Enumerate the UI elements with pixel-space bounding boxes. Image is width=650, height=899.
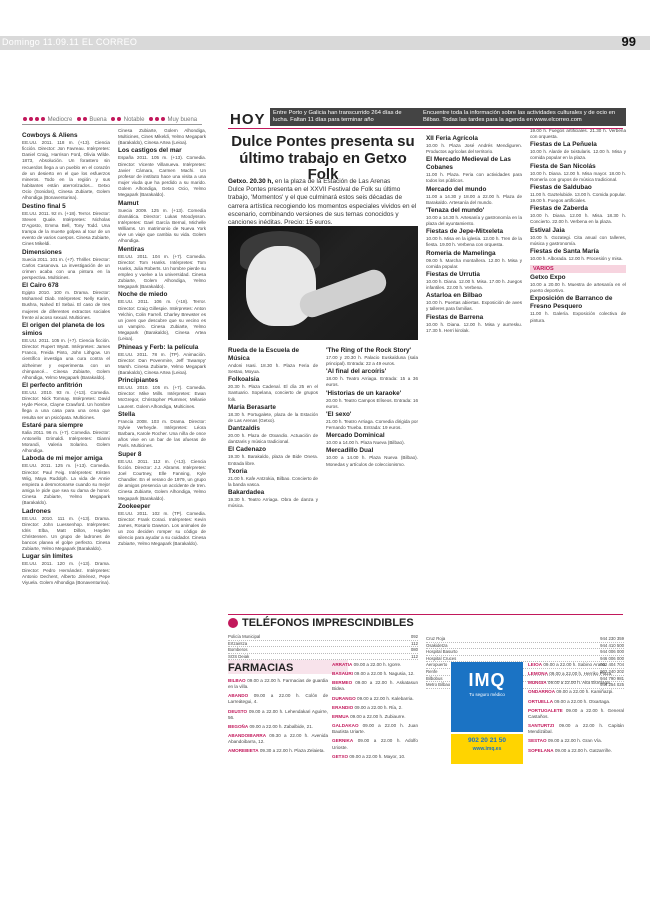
entry-body: 10.00 h. Diana. 12.00 h. Misa y aurresku. 17.30 h. Herri kirolak.	[426, 321, 522, 333]
pharmacy-town: ONDARROA	[528, 689, 556, 695]
hoy-label: HOY	[230, 111, 266, 128]
phone-row	[228, 647, 418, 654]
entry-title: Mercado del mundo	[426, 185, 487, 193]
entry-body: Cinesa Zubiarte, Golem Alhondiga, Multicines, Cines Mikeldi, Yelmo Megapark (Barakaldo), Cinesa Artea (Leioa).	[118, 128, 206, 146]
pharmacy-detail: 09.00 a 22.00 h. Aita Elorriaga.	[547, 680, 612, 686]
pharmacy-town: MUNGIA	[528, 680, 547, 686]
pharmacy-town: PORTUGALETE	[528, 707, 563, 713]
entry-title: Fiesta de San Nicolás	[530, 162, 596, 170]
entry-body: EE.UU. 2011. 78 m. (TP). Animación. Director: Dan Povenmire, Jeff 'Swampy' Marsh. Cinesa Zubiarte, Yelmo Megapark (Barakaldo), Cinesa Artea (Leioa).	[118, 351, 206, 375]
cinema-column-1	[22, 131, 110, 891]
imq-phone-box[interactable]	[451, 734, 523, 764]
entry-body: 21.00 h. Teatro Arriaga. Comedia dirigida por Fernando Trueba. Entrada: 19 euros.	[326, 418, 418, 431]
pharmacy-entry	[332, 714, 418, 720]
entry-body: EE.UU. 2011. 102 m. (TP). Comedia. Director: Frank Coraci. Intérpretes: Kevin James, Rosario Dawson. Los animales de un zoo deciden romper su código de silencio para ayudar a su cuidador. Cinesa Zubiarte, Yelmo Megapark (Barakaldo).	[118, 510, 206, 547]
pharmacy-entry	[332, 662, 418, 668]
entry-body: 19.30 h. Barakaldo, plaza de Bide Onera. Entrada libre.	[228, 454, 318, 466]
entry-title: Folkoalsia	[228, 376, 260, 384]
phone-row	[228, 641, 418, 648]
entry-title: Mamut	[118, 199, 139, 207]
entry-body: EE.UU. 2011. 106 m. (+18). Terror. Director: Craig Gillespie. Intérpretes: Anton Yelchin, Colin Farrell. Charley Brewster es un joven que descubre que su vecino es un vampiro. Cinesa Zubiarte, Yelmo Megapark (Barakaldo), Cinesa Artea (Leioa).	[118, 299, 206, 342]
entry-title: Noche de miedo	[118, 291, 168, 299]
pharmacy-town: GERNIKA	[332, 738, 354, 744]
imq-slogan: Tu seguro médico	[469, 692, 505, 697]
main-place: Getxo. 20.30 h,	[228, 178, 274, 185]
pharmacy-detail: 09.30 a 22.00 h. Plaza Zelaieta.	[259, 748, 325, 754]
phone-number: 946 006 000	[600, 655, 624, 661]
pharmacy-detail: 09.00 a 22.00 h. Colón de Larreátegui, 4.	[228, 693, 328, 705]
pharmacy-town: ABANDO	[228, 693, 249, 699]
phone-number: 902 240 202	[600, 668, 624, 674]
phone-number: 944 410 500	[600, 642, 624, 648]
entry-title: Dantzaldis	[228, 425, 260, 433]
pharmacy-town: DURANGO	[332, 695, 356, 701]
pharmacy-town: SESTAO	[528, 738, 547, 744]
entry-title: Mercadillo Dual	[326, 447, 374, 455]
entry-title: 'Historias de un karaoke'	[326, 389, 402, 397]
pharmacy-detail: 09.00 a 22.00 h. General Castaños.	[528, 707, 625, 719]
pharmacy-town: SANTURTZI	[528, 723, 555, 729]
pharmacy-detail: 09.00 a 22.00 h. Lehendakari Aguirre, 56.	[228, 708, 328, 720]
phones-list-left	[228, 634, 418, 659]
pharmacy-entry	[332, 754, 418, 760]
hoy-banner-right: Encuentre toda la información sobre las actividades culturales y de ocio en Bilbao. Todas las tardes para la agenda en www.elcorreo.com	[420, 108, 626, 126]
phone-label: Osakidetza	[426, 642, 448, 648]
pharmacy-town: BERMEO	[332, 680, 353, 686]
entry-body: 19.00 h. Fuegos artificiales. 21.30 h. Verbena con orquesta.	[530, 128, 626, 140]
entry-body: 17.00 y 20.30 h. Palacio Euskalduna (sala principal). Entrada: 22 a 49 euros.	[326, 355, 418, 367]
pharmacy-town: LEMONA	[528, 671, 548, 677]
entry-body: 11.00 h. Gaztelubide. 13.00 h. Comida popular. 19.00 h. Fuegos artificiales.	[530, 191, 626, 204]
entry-body: 19.30 h. Teatro Arriaga. Obra de danza y música.	[228, 497, 318, 509]
imq-web: www.imq.es	[472, 746, 502, 752]
phone-number: 112	[411, 653, 418, 659]
entry-title: Mercado Dominical	[326, 432, 385, 440]
agenda-column-3	[228, 346, 318, 611]
phone-label: Ertzaintza	[228, 640, 248, 646]
phone-row	[426, 643, 624, 650]
pharmacy-town: LEIOA	[528, 662, 543, 667]
header-date: Domingo 11.09.11 EL CORREO	[2, 37, 138, 47]
phones-section-title	[228, 617, 623, 631]
entry-body: EE.UU. 2010. 105 m. (+7). Comedia. Director: Mike Mills. Intérpretes: Ewan McGregor, Christopher Plummer, Mélanie Laurent. Golem Alhondiga, Multicines.	[118, 385, 206, 409]
pharmacy-detail: 09.00 a 22.00 h. Kalebarria.	[357, 695, 414, 701]
pharmacy-town: DEUSTO	[228, 708, 248, 714]
entry-title: Super 8	[118, 450, 142, 458]
phone-label: Hospital Basurto	[426, 649, 458, 655]
cinema-column-2	[118, 128, 206, 891]
farmacias-title: FARMACIAS	[228, 662, 294, 674]
phone-icon	[228, 618, 238, 628]
entry-title: Lugar sin límites	[22, 553, 73, 561]
entry-title: El Cairo 678	[22, 282, 59, 290]
entry-body: 10.00 h. Puertas abiertas. Exposición de aves y talleres para familias.	[426, 300, 522, 312]
pharmacy-entry	[528, 738, 624, 744]
pharmacy-detail: 09.00 a 22.00 h. Herriko Plaza.	[549, 671, 613, 677]
pharmacy-entry	[528, 723, 624, 735]
entry-body: Italia 2011. 96 m. (+7). Comedia. Director: Antonello Grimaldi. Intérpretes: Gianni Morandi, Valeria Solarino. Golem Alhondiga.	[22, 429, 110, 454]
phone-row	[426, 636, 624, 643]
pharmacy-detail: 09.00 a 22.00 h. Nagusia, 12.	[354, 671, 415, 677]
entry-body: 10.00 h. Plaza José Andrés Mendiguren. Productos agrícolas del territorio.	[426, 143, 522, 155]
pharmacy-detail: 09.00 a 22.00 h. Zabalbide, 21.	[249, 723, 314, 729]
phone-label: Metro Bilbao	[426, 682, 451, 688]
phone-label: Hospital Cruces	[426, 655, 457, 661]
entry-title: 'Tenaza del mundo'	[426, 206, 485, 214]
pharmacy-entry	[528, 662, 624, 668]
entry-body: 10.00 h. Diana. 12.00 h. Misa mayor. 18.00 h. Romería con grupos de música tradicional.	[530, 170, 626, 182]
main-place-detail: en la plaza de la Estación de Las Arenas	[274, 178, 391, 185]
entry-title: XII Feria Agrícola	[426, 135, 478, 142]
phone-label: Aeropuerto	[426, 662, 448, 668]
phones-title-text: TELÉFONOS IMPRESCINDIBLES	[242, 617, 414, 629]
entry-body: EE.UU. 2011. 118 m. (+13). Ciencia ficción. Director: Jon Favreau. Intérpretes: Daniel Craig, Harrison Ford, Olivia Wilde. 1873, Absolución. Un forastero sin recuerdos llega a un pueblo en el corazón de un desierto en el que los esfuerzos mineros. Todo en la región y sus habitantes están aterrorizados... Getxo Ocio (Sonidos), Cinesa Zubiarte, Golem Alhondiga (Bonaventurina).	[22, 140, 110, 201]
pharmacy-detail: 09.00 a 22.00 h. Adolfo Urioste.	[332, 738, 418, 750]
phone-label: Policía Municipal	[228, 634, 261, 639]
pharmacy-detail: 09.00 a 22.00 h. Askatasun Bidea.	[332, 680, 419, 692]
entry-body: Egipto 2010. 100 m. Drama. Director: Mohamed Diab. Intérpretes: Nelly Karim, Bushra, Nahed El Sebai. El caso de tres mujeres de diferentes extractos sociales frente al acoso sexual. Multicines.	[22, 290, 110, 320]
main-headline: Dulce Pontes presenta su último trabajo en Getxo Folk	[231, 133, 415, 183]
entry-body: 11.00 h. Galería. Exposición colectiva de pintura.	[530, 311, 626, 323]
pharmacy-entry	[528, 668, 624, 677]
entry-title: Fiestas de Urrutia	[426, 270, 480, 278]
page-header	[0, 36, 650, 50]
phone-number: 902 404 704	[600, 662, 624, 668]
entry-body: EE.UU. 2011. 112 m. (+13). Ciencia ficción. Director: J.J. Abrams. Intérpretes: Joel Courtney, Elle Fanning, Kyle Chandler. En el verano de 1979, un grupo de amigos presencia un accidente de tren. Cinesa Zubiarte, Golem Alhondiga, Yelmo Megapark (Barakaldo).	[118, 458, 206, 501]
entry-title: Txoria	[228, 467, 248, 475]
imq-phone: 902 20 21 50	[468, 737, 506, 744]
agenda-column-5	[426, 134, 522, 614]
phone-label: Renfe	[426, 668, 438, 674]
entry-title: El origen del planeta de los simios	[22, 321, 105, 337]
pharmacy-detail: 09.30 a 22.00 h. Avenida Abandoibarra, 12.	[228, 733, 328, 745]
phone-label: Cruz Roja	[426, 636, 446, 641]
pharmacy-town: ARRATIA	[332, 662, 353, 667]
pharmacy-detail: 09.00 a 22.00 h. Zubiaurre.	[350, 713, 406, 719]
main-lead	[228, 178, 418, 227]
phone-number: 944 790 981	[600, 675, 624, 681]
entry-title: Destino final 5	[22, 202, 66, 210]
entry-title: María Berasarte	[228, 403, 276, 411]
pharmacy-town: BASAURI	[332, 671, 353, 677]
entry-title: Cowboys & Aliens	[22, 132, 78, 139]
phone-number: 080	[410, 647, 418, 653]
entry-title: El Cadenazo	[228, 446, 266, 454]
entry-title: 'The Ring of the Rock Story'	[326, 347, 412, 354]
entry-title: Estaré para siempre	[22, 421, 84, 429]
pharmacy-entry	[528, 699, 624, 705]
pharmacy-town: GALDAKAO	[332, 723, 359, 729]
phone-number: 944 006 000	[600, 649, 624, 655]
pharmacy-detail: 09.00 a 22.00 h. Igorre.	[353, 662, 402, 667]
pharmacy-detail: 09.00 a 22.00 h. Ría, 2.	[354, 704, 403, 710]
entry-body: 10.00 a 14.00 h. Plaza Nueva (Bilbao). Monedas y artículos de coleccionismo.	[326, 455, 418, 467]
legend-item: Buena	[89, 117, 107, 123]
entry-body: Francia 2008. 103 m. Drama. Director: Sylvie Verheyde. Intérpretes: Léora Barbara, Karole Rocher. Una niña de once años vive en un bar de las afueras de París. Multicines.	[118, 418, 206, 449]
phone-number: 092	[410, 634, 418, 639]
varios-title: VARIOS	[530, 265, 626, 273]
entry-title: Phineas y Ferb: la película	[118, 343, 199, 351]
pharmacy-entry	[332, 723, 418, 735]
pharmacy-entry	[228, 693, 328, 705]
legend-item: Notable	[123, 117, 145, 123]
entry-title: Stella	[118, 410, 136, 418]
pharmacy-entry	[528, 689, 624, 695]
phone-row	[426, 649, 624, 656]
entry-body: EE.UU. 2011. 92 m. (+18). Terror. Director: Steven Quale. Intérpretes: Nicholas D'Agosto, Emma Bell, Tony Todd. Una trampa de la muerte golpea al tour de un evento de varios cuerpos. Cinesa Zubiarte, Cines Mikeldi.	[22, 210, 110, 247]
entry-body: 18.30 h. Portugalete, plaza de la Estación de Las Arenas (Getxo).	[228, 411, 318, 423]
legend-item: Muy buena	[167, 117, 198, 123]
entry-body: 09.00 h. Marcha montañera. 12.00 h. Misa y comida popular.	[426, 257, 522, 269]
agenda-column-4	[326, 346, 418, 611]
entry-body: 21.00 h. Kafe Antzokia, Bilbao. Concierto de la banda vasca.	[228, 475, 318, 487]
entry-body: 10.00 h. Diana. 12.00 h. Misa. 17.00 h. Juegos infantiles. 22.00 h. Verbena.	[426, 278, 522, 291]
entry-title: 'Al final del arcoíris'	[326, 368, 387, 376]
pharmacy-detail: 09.00 a 22.00 h. Capitán Mendizábal.	[528, 723, 624, 735]
pharmacy-entry	[332, 671, 418, 677]
entry-body: España 2011. 105 m. (+13). Comedia. Director: Vicente Villanueva. Intérpretes: Javier Cámara, Carmen Machi. Un profesor de instituto hace una visita a una mujer viuda que ha perdido a su marido. Golem Alhondiga, Getxo Ocio, Yelmo Megapark (Barakaldo).	[118, 155, 206, 198]
pharmacy-entry	[332, 738, 418, 750]
pharmacy-town: GETXO	[332, 753, 349, 759]
pharmacy-detail: 09.00 a 22.00 h. Gran Vía.	[547, 738, 602, 744]
pharmacy-detail: 09.00 a 22.00 h. Mayor, 10.	[349, 753, 406, 759]
entry-body: 20.00 h. Plaza de Otxandio. Actuación de dantzaris y música tradicional.	[228, 433, 318, 445]
entry-body: EE.UU. 2011. 105 m. (+7). Ciencia ficción. Director: Rupert Wyatt. Intérpretes: James Franco, Freida Pinto, John Lithgow. Un científico investiga una cura contra el alzheimer y experimenta con un chimpancé... Cinesa Zubiarte, Golem Alhondiga, Yelmo Megapark (Barakaldo).	[22, 337, 110, 380]
entry-title: Romeria de Mamelinga	[426, 249, 496, 257]
hoy-banner-left: Entre Porto y Galicia han transcurrido 264 días de lucha. Faltan 11 días para terminar año	[270, 108, 420, 126]
imq-ad[interactable]	[451, 662, 523, 732]
entry-title: Fiestas de La Peñuela	[530, 141, 597, 149]
entry-body: 20.30 h. Plaza Cadenal. El día 25 en el Santuario. Sopelana, concierto de grupos folk.	[228, 384, 318, 402]
entry-title: Principiantes	[118, 377, 159, 385]
entry-body: 11.00 a 14.30 y 18.00 a 22.00 h. Plaza de Barakaldo. Artesanía del mundo.	[426, 193, 522, 205]
entry-body: 10.00 h. Alarde de txistularis. 12.00 h. Misa y comida popular en la plaza.	[530, 149, 626, 161]
entry-title: Fiestas de Santa María	[530, 247, 599, 255]
pharmacy-detail: 09.00 a 22.00 h. Sabino Arana.	[543, 662, 607, 667]
entry-title: El perfecto anfitrión	[22, 382, 83, 389]
farmacias-column-3	[528, 662, 624, 893]
entry-title: Estival Jaia	[530, 226, 565, 234]
entry-body: 10.00 a 20.00 h. Muestra de artesanía en el puerto deportivo.	[530, 282, 626, 294]
entry-body: 10.00 a 14.00 h. Plaza Nueva (Bilbao).	[326, 440, 405, 446]
pharmacy-town: SOPELANA	[528, 747, 554, 753]
pharmacy-detail: 09.00 a 22.00 h. Gatzarriñe.	[554, 747, 613, 753]
entry-title: Fiestas de Barrena	[426, 313, 484, 321]
pharmacy-entry	[228, 748, 328, 754]
entry-title: Los castigos del mar	[118, 147, 182, 155]
imq-brand: IMQ	[468, 670, 506, 690]
pharmacy-entry	[332, 705, 418, 711]
entry-body: 10.00 h. Diana. 12.00 h. Misa. 18.30 h. Concierto. 22.00 h. Verbena en la plaza.	[530, 213, 626, 225]
entry-body: 11.00 h. Plaza. Feria con actividades para todos los públicos.	[426, 172, 522, 184]
pharmacy-detail: 09.00 a 22.00 h. Kamiñazpi.	[556, 689, 614, 695]
pharmacy-detail: 09.00 a 22.00 h. Juan Bautista Uriarte.	[332, 723, 418, 735]
pharmacy-entry	[228, 678, 328, 690]
entry-body: EE.UU. 2010. 111 m. (+13). Drama. Director: John Luessenhop. Intérpretes: Idris Elba, Matt Dillon, Hayden Christensen. Un grupo de ladrones de bancos planea el golpe perfecto. Cinesa Zubiarte, Yelmo Megapark (Barakaldo).	[22, 515, 110, 552]
entry-body: 10.00 h. Gozategi. Cita anual con talleres, música y gastronomía.	[530, 234, 626, 246]
page-number: 99	[621, 34, 636, 49]
phone-number: 944 254 025	[600, 682, 624, 688]
pharmacy-detail: 09.00 a 22.00 h. Farmacias de guardia en la villa.	[228, 678, 328, 690]
entry-title: Ladrones	[22, 507, 51, 515]
pharmacy-entry	[228, 724, 328, 730]
entry-title: Exposición de Barranco de Fresno Pesquero	[530, 295, 613, 311]
singer-photo	[228, 226, 418, 340]
entry-title: 'El sexo'	[326, 410, 352, 418]
phone-row	[228, 634, 418, 641]
entry-body: 20.00 h. Teatro Campos Elíseos. Entrada: 16 euros.	[326, 397, 418, 409]
entry-title: Zookeeper	[118, 502, 151, 510]
entry-title: Fiestas de Zaberda	[530, 205, 588, 213]
agenda-column-6	[530, 128, 626, 638]
pharmacy-town: ERMUA	[332, 713, 349, 719]
entry-title: Rueda de la Escuela de Música	[228, 347, 300, 362]
entry-body: Suecia 2011. 101 m. (+7). Thriller. Director: Carlos Casanova. La investigación de un crimen acaba con una pintura en la perspectiva. Multicines.	[22, 256, 110, 280]
entry-body: 18.00 h. Teatro Arriaga. Entrada: 15 a 36 euros.	[326, 376, 418, 388]
pharmacy-town: BILBAO	[228, 678, 246, 683]
entry-body: Suecia 2009. 125 m. (+13). Comedia dramática. Director: Lukas Moodysson. Intérpretes: Gael García Bernal, Michelle Williams. Un matrimonio de Nueva York vive un viaje que cambia su vida. Golem Alhondiga.	[118, 207, 206, 244]
entry-title: Laboda de mi mejor amiga	[22, 455, 103, 463]
farmacias-column-2	[332, 662, 418, 893]
legend-item: Mediocre	[47, 117, 73, 123]
pharmacy-entry	[332, 680, 418, 692]
phone-label: SOS Deiak	[228, 653, 250, 659]
pharmacy-town: BEGOÑA	[228, 723, 249, 729]
rating-legend	[22, 117, 197, 123]
entry-body: EE.UU. 2011. 125 m. (+13). Comedia. Director: Paul Feig. Intérpretes: Kristen Wiig, Maya Rudolph. La vida de Annie empieza a desmoronarse cuando su mejor amiga le pide que sea su dama de honor. Cinesa Zubiarte, Yelmo Megapark (Barakaldo).	[22, 463, 110, 506]
phone-label: Bomberos	[228, 647, 248, 653]
entry-title: Mentiras	[118, 245, 145, 253]
pharmacy-entry	[528, 680, 624, 686]
main-body: Dulce Pontes presenta en el XXVII Festival de Folk su último trabajo, 'Momentos' y el que culminará estos seis décadas de carrera artística recogiendo los momentos especiales vividos en el escenario, combinando versiones de sus temas conocidos y canciones inéditas. Precio: 15 euros.	[228, 186, 417, 227]
pharmacy-entry	[528, 748, 624, 754]
entry-title: Getxo Expo	[530, 274, 566, 282]
entry-title: Bakardadea	[228, 489, 265, 497]
entry-body: 10.00 h. Misa en la iglesia. 12.00 h. Tren de la fiesta. 19.00 h. Verbena con orquesta.	[426, 236, 522, 248]
pharmacy-entry	[332, 696, 418, 702]
entry-body: EE.UU. 2011. 104 m. (+7). Comedia. Director: Tom Hanks. Intérpretes: Tom Hanks, Julia Roberts. Un hombre pierde su empleo y vuelve a la universidad. Cinesa Zubiarte, Golem Alhondiga, Yelmo Megapark (Barakaldo).	[118, 253, 206, 290]
pharmacy-town: AMOREBIETA	[228, 748, 259, 754]
phone-number: 944 230 359	[600, 636, 624, 641]
entry-body: EE.UU. 2010. 93 m. (+13). Comedia. Director: Nick Tomnay. Intérpretes: David Hyde Pierce, Clayne Crawford. Un hombre llega a una casa para una cena que resulta ser un psicópata. Multicines.	[22, 390, 110, 420]
entry-body: EE.UU. 2011. 120 m. (+13). Drama. Director: Pedro Hernández. Intérpretes: Antonio Dechent, Alberto Jiménez, Pepe Viyuela. Golem Alhondiga (Bonaventurina).	[22, 561, 110, 585]
pharmacy-detail: 09.00 a 22.00 h. Otxartaga.	[554, 698, 611, 704]
entry-title: Fiestas de Saldubao	[530, 183, 592, 191]
entry-title: El Mercado Medieval de Las Cobanes	[426, 156, 511, 172]
phone-number: 112	[411, 640, 418, 646]
entry-body: 10.00 h. Alborada. 12.00 h. Procesión y misa.	[530, 255, 623, 261]
phone-label: Bilbobus	[426, 675, 443, 681]
pharmacy-town: ORTUELLA	[528, 698, 554, 704]
pharmacy-entry	[528, 708, 624, 720]
entry-title: Fiestas de Jepe-Mitxeleta	[426, 228, 504, 236]
pharmacy-town: ERANDIO	[332, 704, 354, 710]
farmacias-column-1	[228, 678, 328, 893]
entry-body: 10.00 a 14.30 h. Artesanía y gastronomía en la plaza del ayuntamiento.	[426, 214, 522, 227]
pharmacy-entry	[228, 733, 328, 745]
entry-title: Astarloa en Bilbao	[426, 292, 483, 300]
pharmacy-entry	[228, 709, 328, 721]
entry-body: Andoni Isasi. 18.30 h. Plaza Feria de Sestao, Moyua.	[228, 363, 318, 375]
pharmacy-town: ABANDOIBARRA	[228, 733, 267, 739]
entry-title: Dimensiones	[22, 248, 62, 256]
